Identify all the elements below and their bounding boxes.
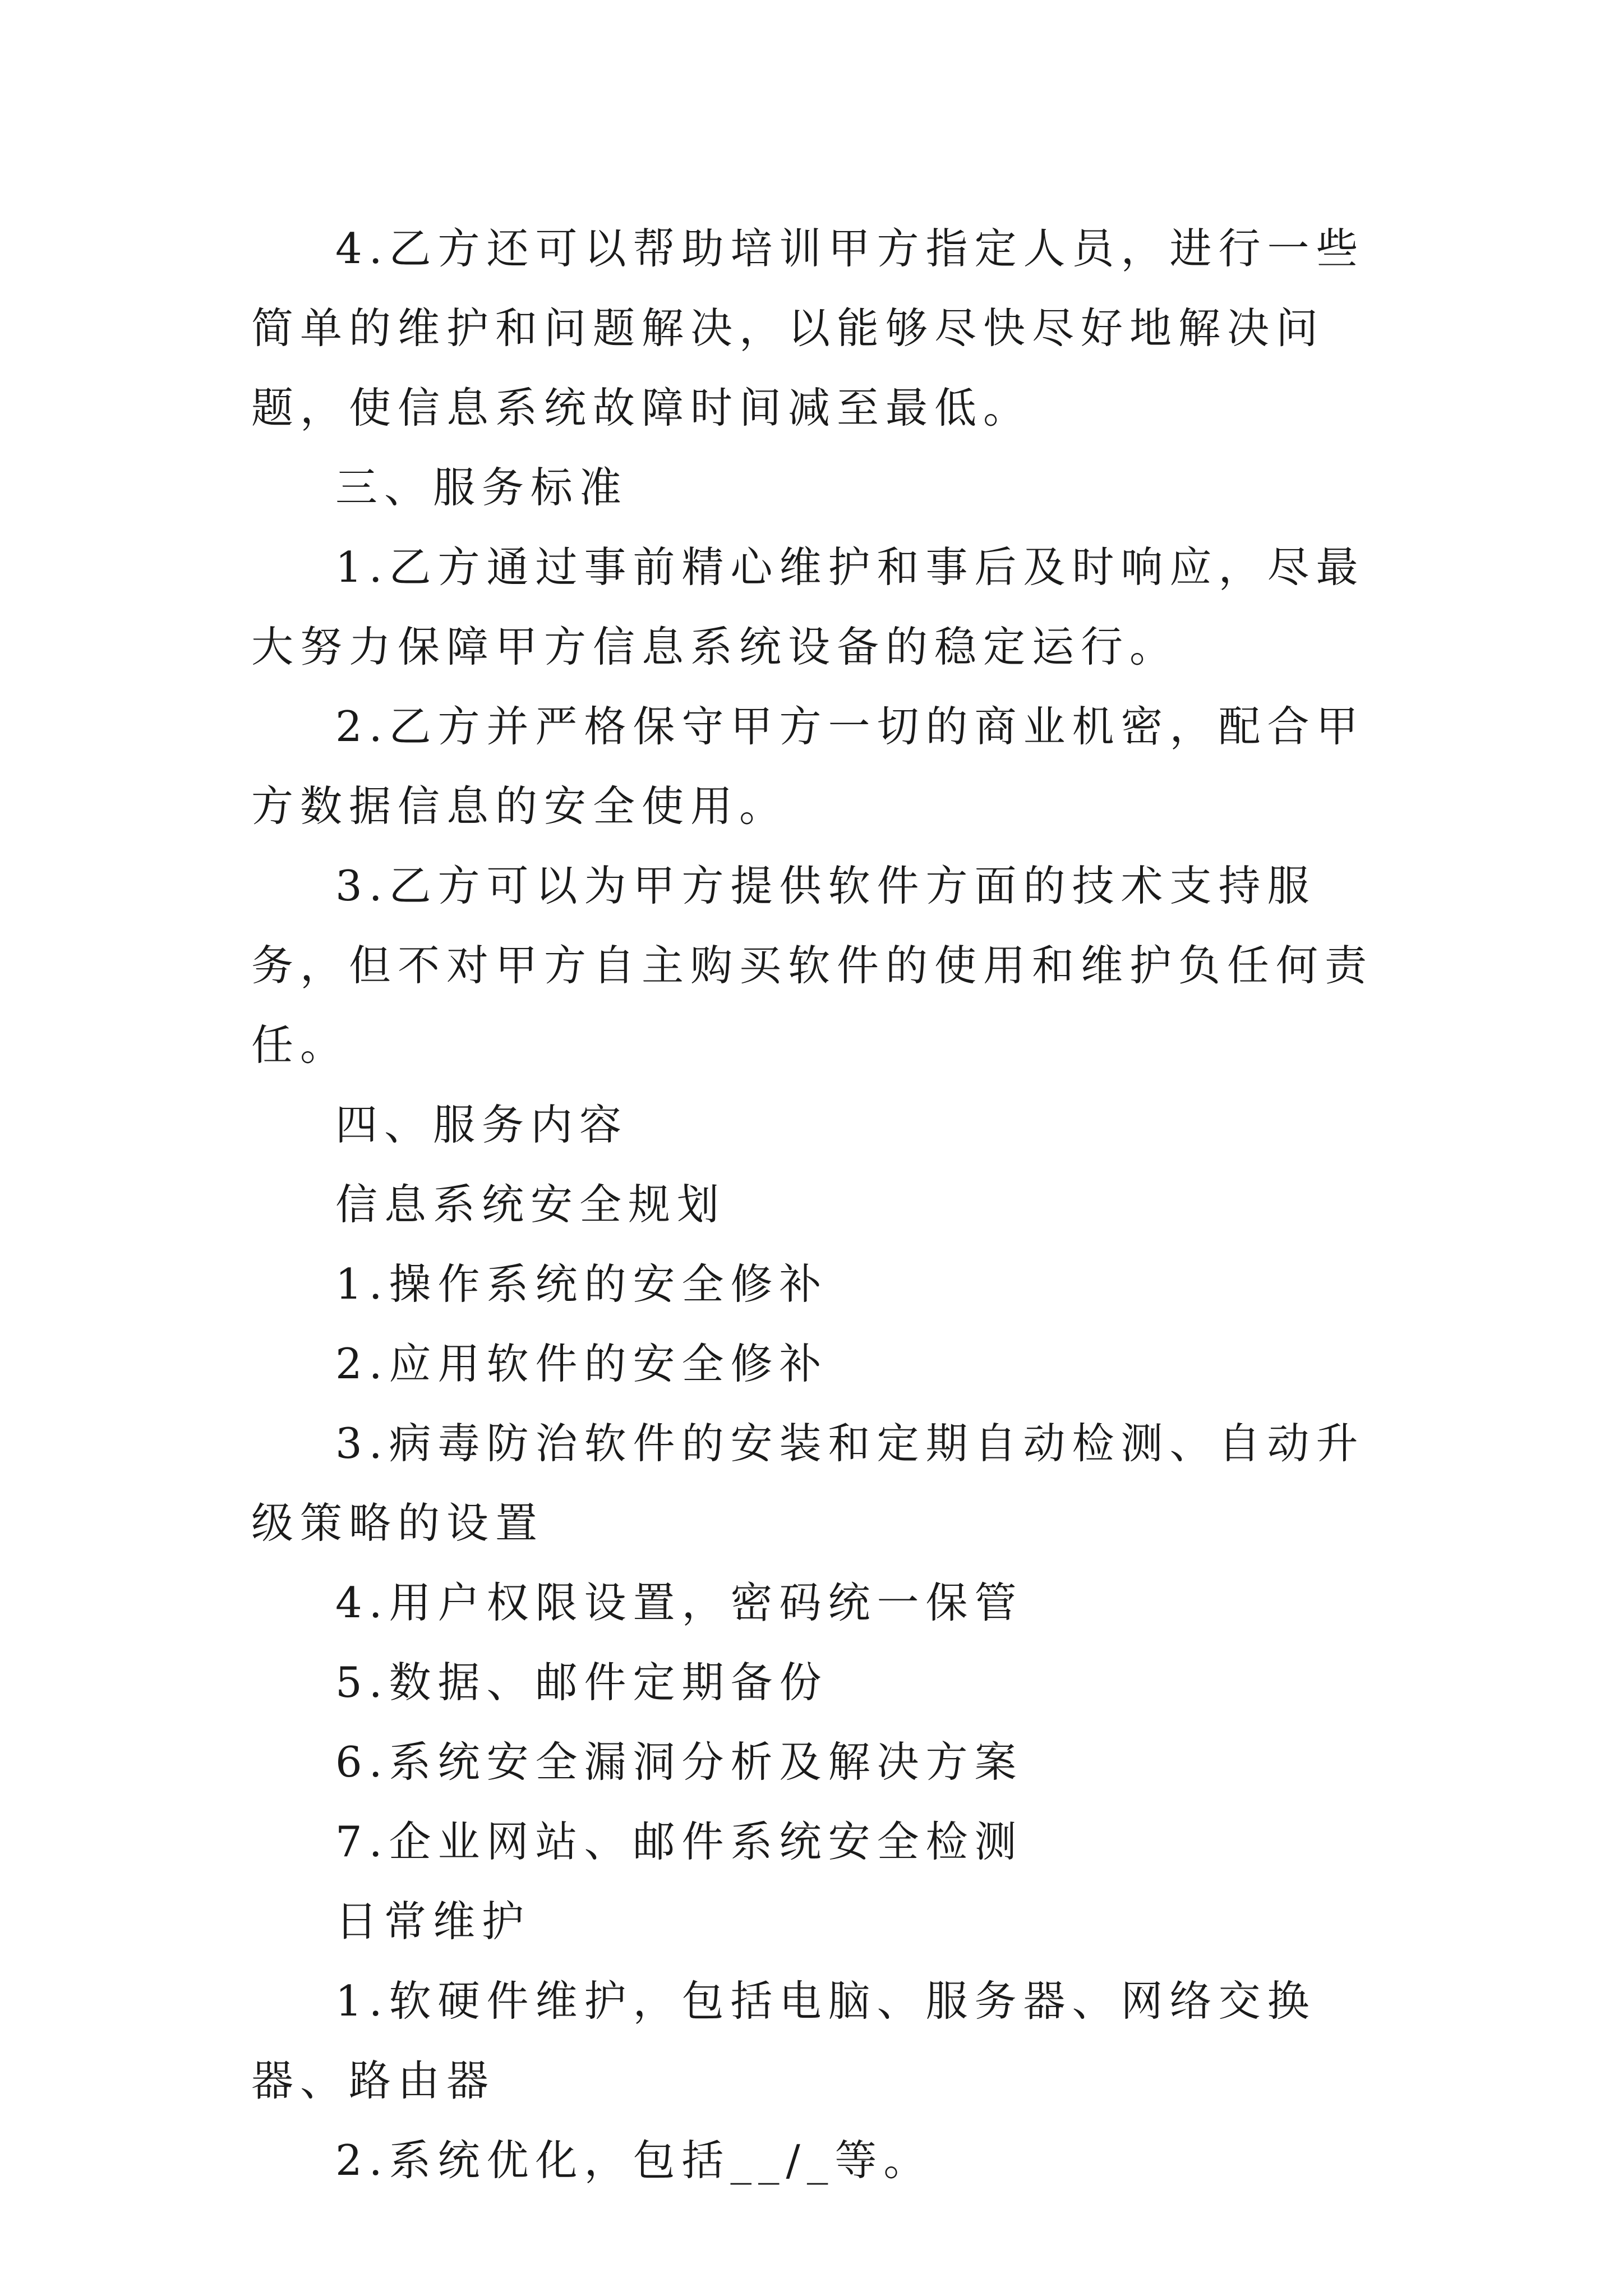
section-heading-service-content: 四、服务内容 bbox=[335, 1100, 629, 1149]
subheading-daily-maintenance: 日常维护 bbox=[335, 1897, 531, 1946]
list-item-security-5: 5.数据、邮件定期备份 bbox=[335, 1658, 828, 1707]
paragraph-standard-3: 3.乙方可以为甲方提供软件方面的技术支持服务，但不对甲方自主购买软件的使用和维护负任何责任。 bbox=[251, 861, 1374, 1070]
paragraph-training: 4.乙方还可以帮助培训甲方指定人员，进行一些简单的维护和问题解决，以能够尽快尽好地解决问题，使信息系统故障时间减至最低。 bbox=[251, 224, 1365, 432]
document-body bbox=[251, 209, 1395, 2200]
subheading-security-planning: 信息系统安全规划 bbox=[335, 1180, 726, 1229]
list-item-maintenance-1: 1.软硬件维护，包括电脑、服务器、网络交换器、路由器 bbox=[251, 1976, 1316, 2105]
list-item-security-6: 6.系统安全漏洞分析及解决方案 bbox=[335, 1737, 1023, 1787]
list-item-maintenance-2: 2.系统优化，包括__/_等。 bbox=[335, 2136, 933, 2185]
list-item-security-4: 4.用户权限设置，密码统一保管 bbox=[335, 1578, 1023, 1627]
paragraph-standard-1: 1.乙方通过事前精心维护和事后及时响应，尽最大努力保障甲方信息系统设备的稳定运行。 bbox=[251, 542, 1365, 671]
section-heading-service-standards: 三、服务标准 bbox=[335, 463, 629, 512]
list-item-security-2: 2.应用软件的安全修补 bbox=[335, 1339, 828, 1388]
list-item-security-7: 7.企业网站、邮件系统安全检测 bbox=[335, 1817, 1023, 1866]
list-item-security-1: 1.操作系统的安全修补 bbox=[335, 1259, 828, 1309]
paragraph-standard-2: 2.乙方并严格保守甲方一切的商业机密，配合甲方数据信息的安全使用。 bbox=[251, 702, 1365, 831]
list-item-security-3: 3.病毒防治软件的安装和定期自动检测、自动升级策略的设置 bbox=[251, 1419, 1365, 1548]
